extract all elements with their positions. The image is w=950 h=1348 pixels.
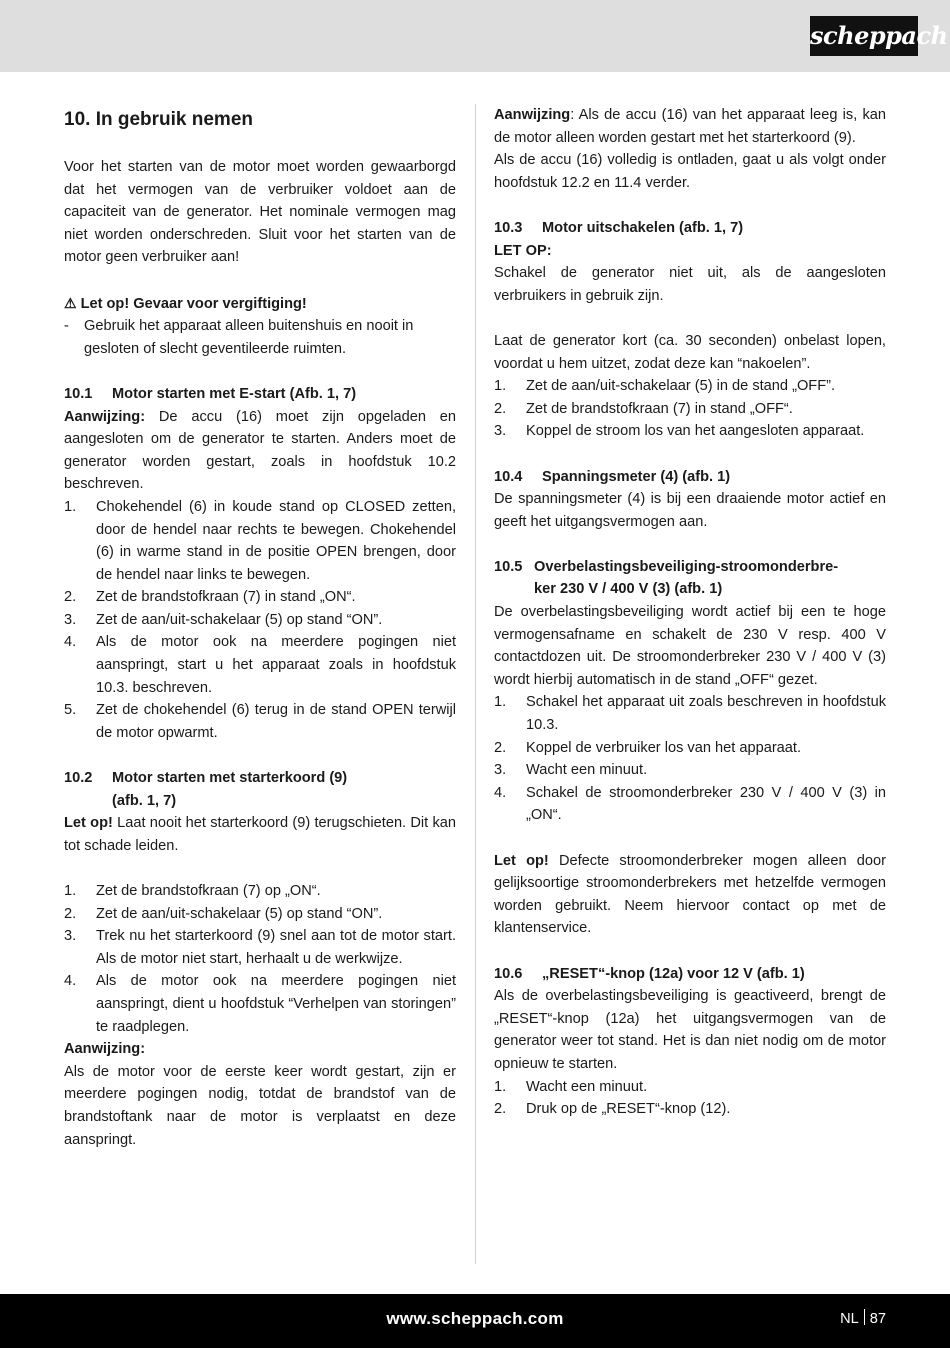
warning-label: Let op! bbox=[494, 852, 549, 869]
language-code: NL bbox=[840, 1311, 859, 1327]
list-item bbox=[64, 925, 456, 970]
step-number: 3. bbox=[494, 423, 507, 440]
step-text: Chokehendel (6) in koude stand op CLOSED zetten, door de hendel naar rechts te bewegen. Chokehendel (6) in warme stand in de positie OPEN brengen, door de hendel naar links te bewegen. bbox=[96, 498, 456, 583]
heading-10-6 bbox=[494, 963, 886, 986]
left-column bbox=[64, 104, 456, 1151]
list-item bbox=[64, 586, 456, 609]
heading-10-4 bbox=[494, 466, 886, 489]
right-column bbox=[494, 104, 886, 1121]
step-number: 1. bbox=[64, 883, 77, 899]
steps-10-6 bbox=[494, 1076, 886, 1121]
heading-10-3 bbox=[494, 217, 886, 240]
intro-paragraph: Voor het starten van de motor moet worden gewaarborgd dat het vermogen van de verbruiker voldoet aan de capaciteit van de generator. Het nominale vermogen mag niet worden onderschreden. Sluit voor het starten van de motor geen verbruiker aan! bbox=[64, 159, 456, 266]
caution-text: Schakel de generator niet uit, als de aangesloten verbruikers in gebruik zijn. bbox=[494, 265, 886, 304]
warning-item-text: Gebruik het apparaat alleen buitenshuis en nooit in gesloten of slecht geventileerde ruimten. bbox=[84, 318, 414, 357]
overload-paragraph: De overbelastingsbeveiliging wordt actief bij een te hoge vermogensafname en schakelt de 230 V resp. 400 V contactdozen uit. De stroomonderbreker 230 V / 400 V (3) wordt hierbij automatisch in de stand „OFF“ gezet. bbox=[494, 604, 886, 688]
warning-text: Laat nooit het starterkoord (9) terugschieten. Dit kan tot schade leiden. bbox=[64, 815, 456, 854]
list-item bbox=[64, 631, 456, 699]
step-number: 4. bbox=[64, 973, 77, 990]
step-number: 1. bbox=[494, 1078, 507, 1095]
step-number: 4. bbox=[494, 784, 507, 801]
heading-number: 10.5 bbox=[494, 558, 523, 575]
step-text: Zet de aan/uit-schakelaar (5) op stand “ON”. bbox=[96, 611, 383, 628]
warning-10-2 bbox=[64, 812, 456, 857]
heading-number: 10.3 bbox=[494, 219, 523, 236]
step-text: Druk op de „RESET“-knop (12). bbox=[526, 1101, 731, 1118]
step-number: 1. bbox=[494, 694, 507, 711]
voltmeter-paragraph: De spanningsmeter (4) is bij een draaiende motor actief en geeft het uitgangsvermogen aan. bbox=[494, 491, 886, 530]
reset-paragraph: Als de overbelastingsbeveiliging is geactiveerd, brengt de „RESET“-knop (12a) het uitgangsvermogen van de generator weer tot stand. Het is dan niet nodig om de motor opnieuw te starten. bbox=[494, 988, 886, 1072]
step-text: Zet de aan/uit-schakelaar (5) op stand “ON”. bbox=[96, 905, 383, 922]
step-text: Zet de brandstofkraan (7) in stand „OFF“. bbox=[526, 400, 793, 417]
step-text: Koppel de verbruiker los van het apparaat. bbox=[526, 739, 802, 756]
list-item bbox=[64, 496, 456, 586]
step-number: 3. bbox=[64, 611, 77, 628]
heading-text: „RESET“-knop (12a) voor 12 V (afb. 1) bbox=[542, 965, 805, 982]
step-text: Koppel de stroom los van het aangesloten apparaat. bbox=[526, 423, 865, 440]
warning-triangle-icon: ⚠ bbox=[64, 294, 77, 311]
warning-title: Let op! Gevaar voor vergiftiging! bbox=[80, 295, 307, 312]
warning-item bbox=[64, 315, 456, 360]
note-text: : Als de accu (16) van het apparaat leeg is, kan de motor alleen worden gestart met het starterkoord (9). bbox=[494, 107, 886, 146]
list-item bbox=[494, 1076, 886, 1099]
heading-text: Spanningsmeter (4) (afb. 1) bbox=[542, 468, 731, 485]
list-item bbox=[64, 970, 456, 1038]
warning-heading bbox=[64, 292, 456, 316]
heading-text: Motor uitschakelen (afb. 1, 7) bbox=[542, 219, 744, 236]
heading-number: 10.6 bbox=[494, 965, 523, 982]
list-item bbox=[494, 398, 886, 421]
step-text: Als de motor ook na meerdere pogingen niet aanspringt, start u het apparaat zoals in hoofdstuk 10.3. beschreven. bbox=[96, 634, 456, 696]
website-link[interactable]: www.scheppach.com bbox=[386, 1309, 564, 1328]
step-number: 2. bbox=[494, 1101, 507, 1118]
note-10-1 bbox=[64, 406, 456, 496]
page-number: 87 bbox=[869, 1311, 886, 1327]
step-number: 2. bbox=[64, 905, 77, 922]
heading-text-line2: (afb. 1, 7) bbox=[112, 792, 177, 809]
heading-10-2 bbox=[64, 767, 456, 812]
list-item bbox=[64, 903, 456, 926]
note-label: Aanwijzing: bbox=[64, 408, 146, 425]
step-text: Zet de chokehendel (6) terug in de stand OPEN terwijl de motor opwarmt. bbox=[96, 702, 456, 741]
list-item bbox=[494, 782, 886, 827]
cooldown-paragraph: Laat de generator kort (ca. 30 seconden) onbelast lopen, voordat u hem uitzet, zodat deze kan “nakoelen”. bbox=[494, 332, 886, 372]
heading-number: 10.2 bbox=[64, 770, 93, 787]
list-item bbox=[494, 737, 886, 760]
step-number: 4. bbox=[64, 634, 77, 651]
step-text: Wacht een minuut. bbox=[526, 762, 648, 779]
list-item bbox=[494, 1098, 886, 1121]
note-text: De accu (16) moet zijn opgeladen en aangesloten om de generator te starten. Anders moet de generator worden gestart, zoals in hoofdstuk 10.2 beschreven. bbox=[64, 408, 456, 493]
steps-10-3 bbox=[494, 375, 886, 443]
page-indicator bbox=[840, 1294, 886, 1344]
heading-number: 10.4 bbox=[494, 468, 523, 485]
step-text: Zet de brandstofkraan (7) op „ON“. bbox=[96, 883, 321, 899]
column-divider bbox=[475, 104, 476, 1264]
warning-text: Defecte stroomonderbreker mogen alleen door gelijksoortige stroomonderbrekers met hetzelfde vermogen worden gebruikt. Neem hiervoor contact op met de klantenservice. bbox=[494, 852, 887, 937]
step-text: Zet de aan/uit-schakelaar (5) in de stand „OFF”. bbox=[526, 378, 836, 395]
warning-10-5 bbox=[494, 850, 886, 940]
step-text: Als de motor ook na meerdere pogingen niet aanspringt, dient u hoofdstuk “Verhelpen van storingen” te raadplegen. bbox=[96, 973, 456, 1035]
step-number: 3. bbox=[494, 762, 507, 779]
note-text-2: Als de accu (16) volledig is ontladen, gaat u als volgt onder hoofdstuk 12.2 en 11.4 verder. bbox=[494, 152, 886, 191]
step-text: Wacht een minuut. bbox=[526, 1078, 648, 1095]
steps-10-2 bbox=[64, 880, 456, 1038]
page-footer bbox=[0, 1294, 950, 1348]
accu-note bbox=[494, 104, 886, 149]
step-number: 2. bbox=[494, 739, 507, 756]
step-number: 1. bbox=[494, 378, 507, 395]
dash-bullet: - bbox=[64, 318, 69, 335]
heading-text: Motor starten met starterkoord (9) bbox=[112, 770, 348, 787]
list-item bbox=[64, 609, 456, 632]
step-number: 3. bbox=[64, 928, 77, 945]
list-item bbox=[494, 691, 886, 736]
section-title: 10. In gebruik nemen bbox=[64, 109, 253, 130]
step-number: 2. bbox=[64, 589, 77, 606]
step-text: Trek nu het starterkoord (9) snel aan tot de motor start. Als de motor niet start, herhaalt u de werkwijze. bbox=[96, 928, 456, 967]
heading-10-5 bbox=[494, 556, 886, 601]
step-number: 5. bbox=[64, 702, 77, 719]
step-text: Zet de brandstofkraan (7) in stand „ON“. bbox=[96, 589, 356, 606]
steps-10-5 bbox=[494, 691, 886, 827]
heading-text-line2: ker 230 V / 400 V (3) (afb. 1) bbox=[534, 581, 723, 598]
note-label: Aanwijzing bbox=[494, 107, 571, 123]
list-item bbox=[64, 880, 456, 903]
caution-label: LET OP: bbox=[494, 242, 552, 259]
note-label: Aanwijzing: bbox=[64, 1041, 146, 1058]
heading-number: 10.1 bbox=[64, 385, 93, 402]
steps-10-1 bbox=[64, 496, 456, 745]
step-number: 2. bbox=[494, 400, 507, 417]
heading-text: Overbelastingsbeveiliging-stroomonderbre- bbox=[534, 558, 839, 575]
list-item bbox=[494, 375, 886, 398]
warning-label: Let op! bbox=[64, 815, 113, 832]
step-text: Schakel de stroomonderbreker 230 V / 400 V (3) in „ON“. bbox=[526, 784, 886, 824]
heading-10-1 bbox=[64, 383, 456, 406]
brand-logo: scheppach bbox=[810, 16, 918, 56]
step-text: Schakel het apparaat uit zoals beschreven in hoofdstuk 10.3. bbox=[526, 694, 886, 734]
list-item bbox=[494, 759, 886, 782]
list-item bbox=[64, 699, 456, 744]
page-header bbox=[0, 0, 950, 72]
step-number: 1. bbox=[64, 498, 77, 515]
heading-text: Motor starten met E-start (Afb. 1, 7) bbox=[112, 385, 357, 402]
list-item bbox=[494, 420, 886, 443]
note-text: Als de motor voor de eerste keer wordt gestart, zijn er meerdere pogingen nodig, totdat de brandstof van de brandstoftank naar de motor is verplaatst en deze aanspringt. bbox=[64, 1063, 456, 1148]
